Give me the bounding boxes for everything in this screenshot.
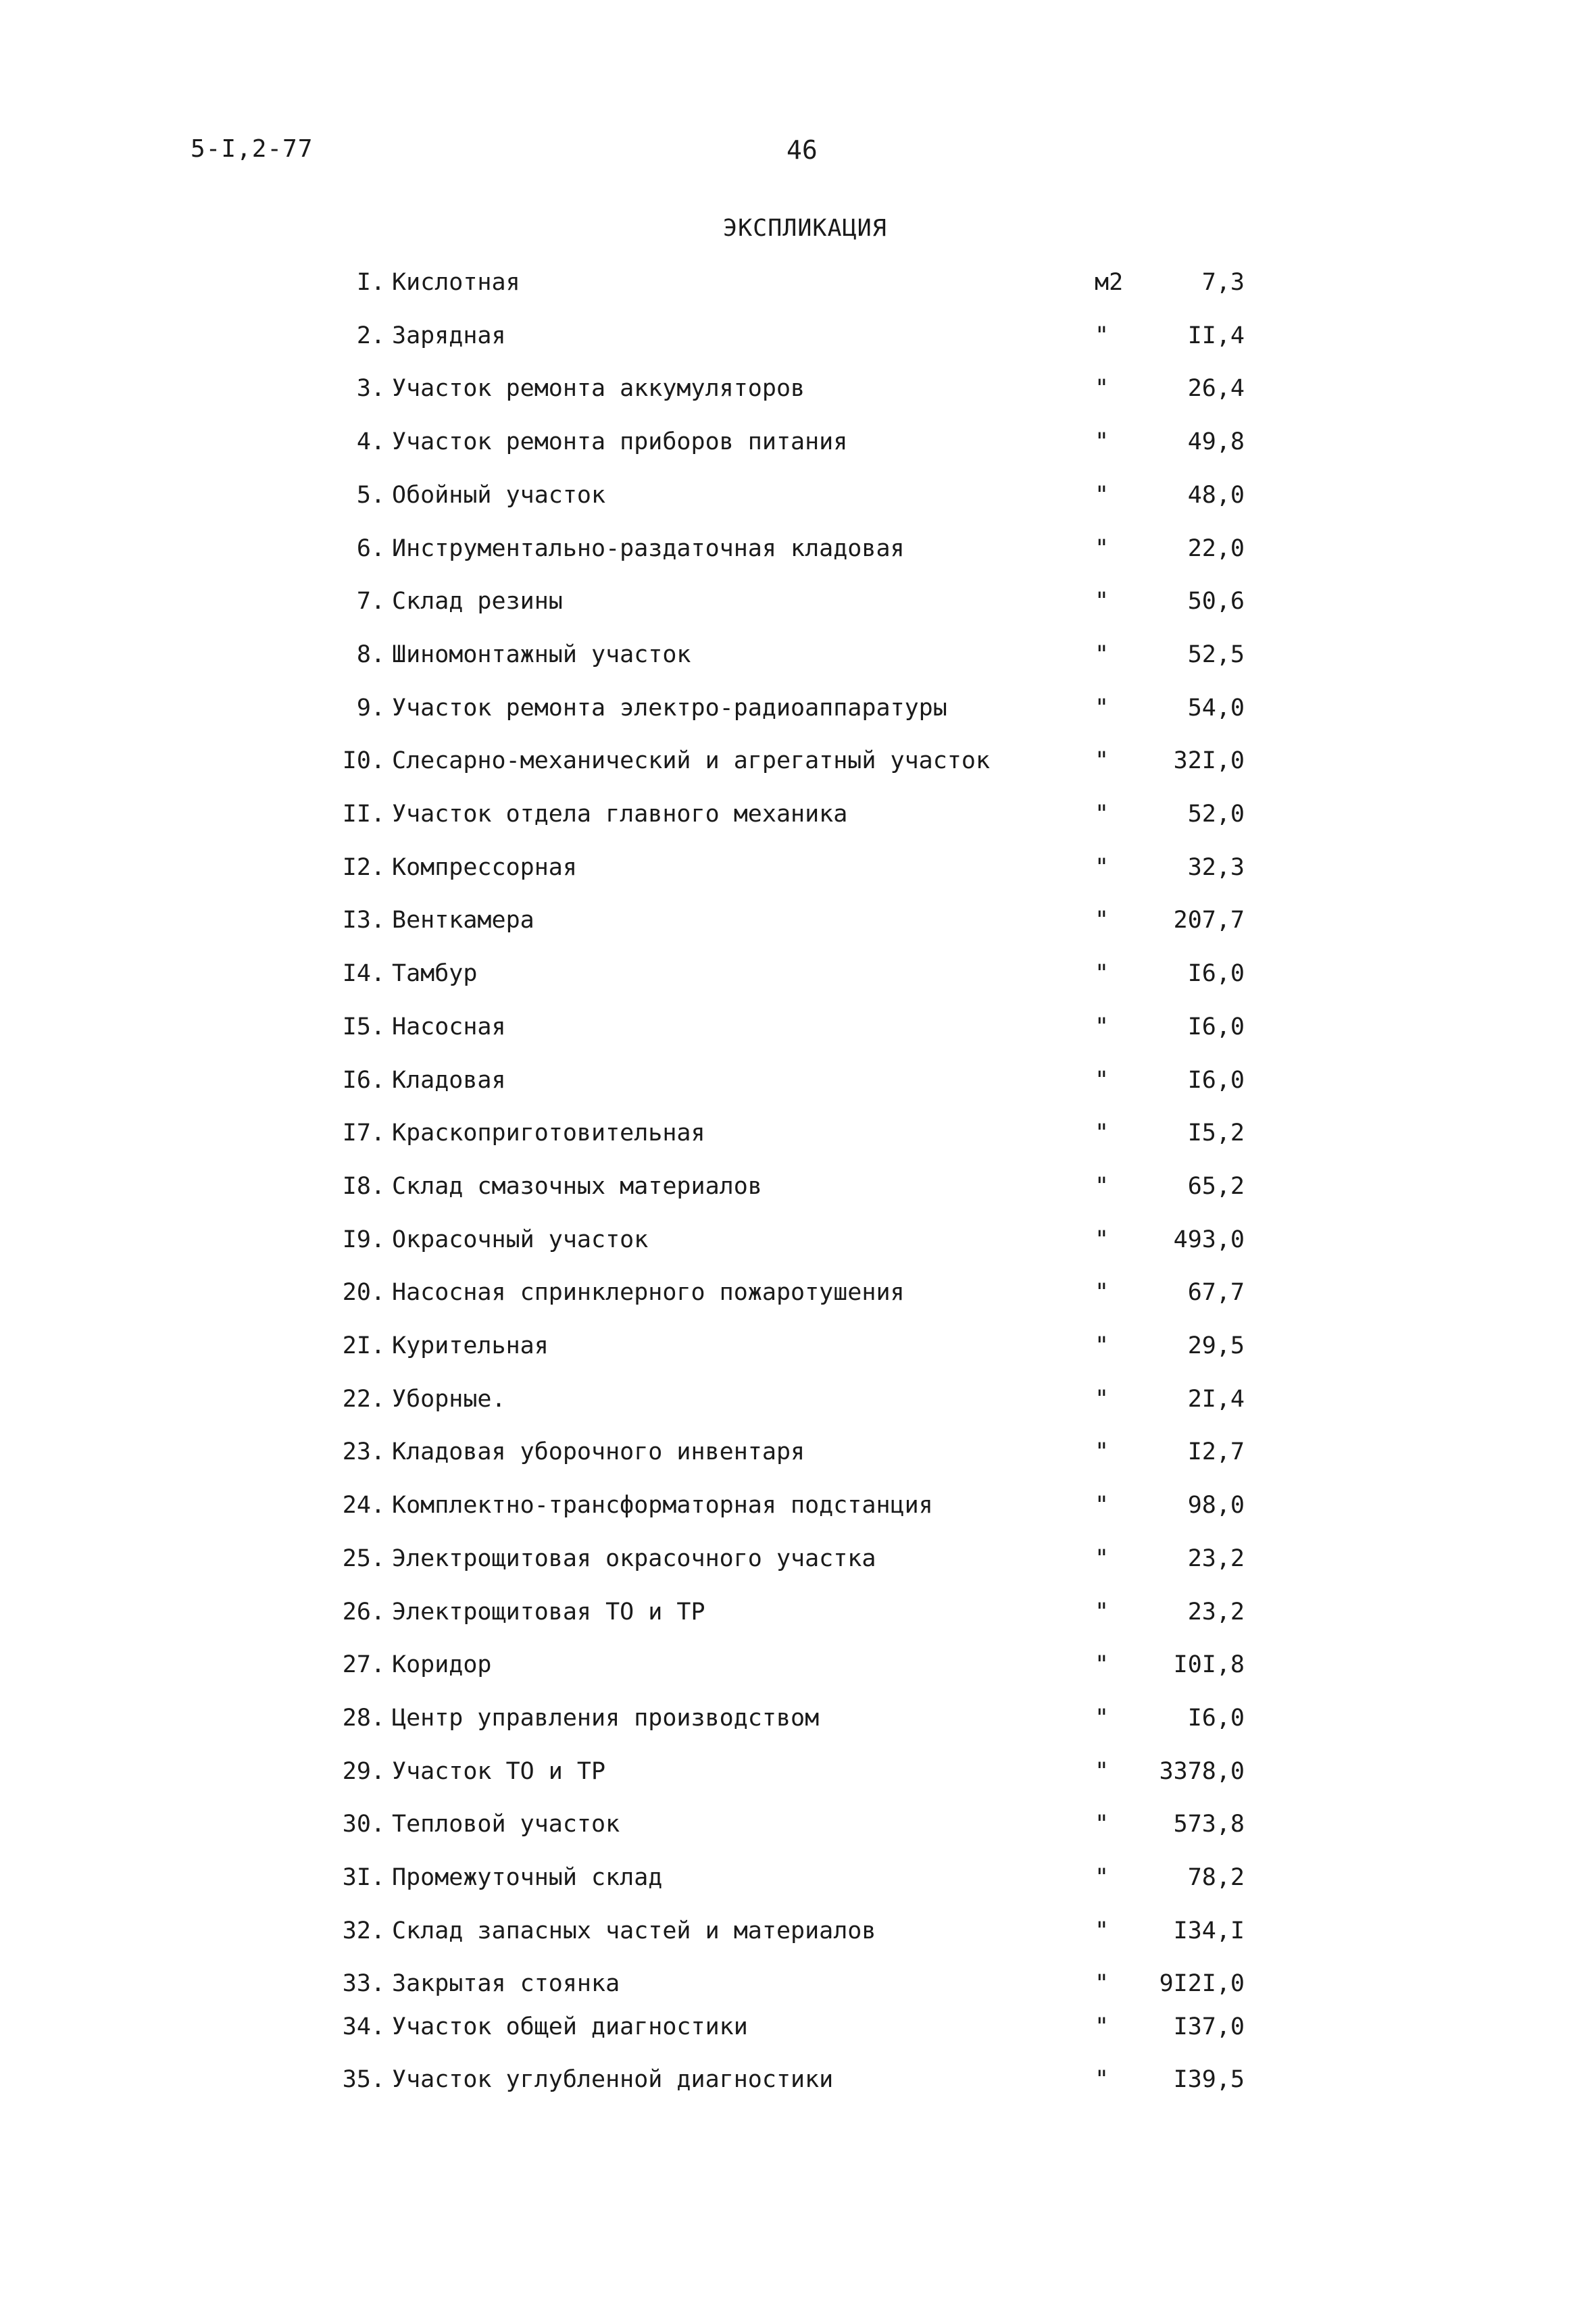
room-name: Слесарно-механический и агрегатный участок [392, 747, 991, 774]
unit-mark: " [1095, 482, 1109, 509]
room-name: Кладовая уборочного инвентаря [392, 1438, 805, 1465]
list-item [0, 1593, 1596, 1631]
list-item [0, 2061, 1596, 2098]
room-name: Насосная спринклерного пожаротушения [392, 1279, 905, 1306]
unit-mark: " [1095, 1917, 1109, 1944]
unit-mark: " [1095, 428, 1109, 455]
item-number: 28. [342, 1705, 385, 1732]
item-number: 35. [342, 2066, 385, 2093]
item-number: 27. [342, 1651, 385, 1678]
unit-mark: " [1095, 1970, 1109, 1997]
item-number: 9. [356, 695, 385, 722]
unit-mark: " [1095, 375, 1109, 402]
item-number: 29. [342, 1758, 385, 1785]
unit-mark: " [1095, 695, 1109, 722]
list-item [0, 1646, 1596, 1684]
list-item [0, 476, 1596, 514]
list-item [0, 1486, 1596, 1524]
list-item [0, 2008, 1596, 2046]
unit-mark: " [1095, 1386, 1109, 1413]
room-name: Окрасочный участок [392, 1226, 649, 1253]
unit-mark: " [1095, 1545, 1109, 1572]
list-item [0, 423, 1596, 461]
list-item [0, 1221, 1596, 1259]
room-name: Инструментально-раздаточная кладовая [392, 535, 905, 562]
unit-mark: " [1095, 1811, 1109, 1838]
unit-mark: м2 [1095, 269, 1124, 296]
unit-mark: " [1095, 1332, 1109, 1359]
unit-mark: " [1095, 535, 1109, 562]
unit-mark: " [1095, 1279, 1109, 1306]
page-number: 46 [787, 135, 818, 165]
area-value: 573,8 [1173, 1811, 1245, 1838]
unit-mark: " [1095, 960, 1109, 987]
item-number: 8. [356, 641, 385, 668]
unit-mark: " [1095, 1013, 1109, 1040]
list-item [0, 849, 1596, 886]
item-number: I2. [342, 854, 385, 881]
room-name: Центр управления производством [392, 1705, 820, 1732]
room-name: Тепловой участок [392, 1811, 620, 1838]
item-number: 5. [356, 482, 385, 509]
room-name: Склад запасных частей и материалов [392, 1917, 876, 1944]
item-number: I5. [342, 1013, 385, 1040]
unit-mark: " [1095, 907, 1109, 934]
area-value: 29,5 [1187, 1332, 1245, 1359]
unit-mark: " [1095, 322, 1109, 349]
list-item [0, 636, 1596, 674]
room-name: Участок ремонта приборов питания [392, 428, 848, 455]
unit-mark: " [1095, 1599, 1109, 1626]
area-value: 54,0 [1187, 695, 1245, 722]
area-value: I34,I [1173, 1917, 1245, 1944]
item-number: 6. [356, 535, 385, 562]
area-value: 98,0 [1187, 1492, 1245, 1519]
item-number: 32. [342, 1917, 385, 1944]
item-number: I8. [342, 1173, 385, 1200]
list-item [0, 582, 1596, 620]
unit-mark: " [1095, 1173, 1109, 1200]
unit-mark: " [1095, 2066, 1109, 2093]
area-value: 23,2 [1187, 1545, 1245, 1572]
area-value: I2,7 [1187, 1438, 1245, 1465]
list-item [0, 1380, 1596, 1418]
item-number: 22. [342, 1386, 385, 1413]
item-number: I0. [342, 747, 385, 774]
area-value: 2I,4 [1187, 1386, 1245, 1413]
area-value: 48,0 [1187, 482, 1245, 509]
room-name: Обойный участок [392, 482, 606, 509]
list-item [0, 1061, 1596, 1099]
room-name: Склад смазочных материалов [392, 1173, 762, 1200]
area-value: I37,0 [1173, 2013, 1245, 2040]
room-name: Насосная [392, 1013, 506, 1040]
item-number: 30. [342, 1811, 385, 1838]
area-value: 52,5 [1187, 641, 1245, 668]
item-number: 2. [356, 322, 385, 349]
list-item [0, 1008, 1596, 1046]
item-number: 26. [342, 1599, 385, 1626]
item-number: 7. [356, 588, 385, 615]
list-item [0, 689, 1596, 727]
area-value: 22,0 [1187, 535, 1245, 562]
unit-mark: " [1095, 1864, 1109, 1891]
area-value: 23,2 [1187, 1599, 1245, 1626]
area-value: 3378,0 [1159, 1758, 1245, 1785]
item-number: 33. [342, 1970, 385, 1997]
room-name: Тамбур [392, 960, 478, 987]
unit-mark: " [1095, 1120, 1109, 1147]
item-number: 4. [356, 428, 385, 455]
area-value: 65,2 [1187, 1173, 1245, 1200]
area-value: 52,0 [1187, 801, 1245, 828]
room-name: Венткамера [392, 907, 534, 934]
item-number: 34. [342, 2013, 385, 2040]
unit-mark: " [1095, 1651, 1109, 1678]
list-item [0, 1753, 1596, 1790]
area-value: 7,3 [1201, 269, 1245, 296]
list-item [0, 1805, 1596, 1843]
unit-mark: " [1095, 854, 1109, 881]
list-item [0, 1912, 1596, 1950]
list-item [0, 955, 1596, 992]
area-value: I0I,8 [1173, 1651, 1245, 1678]
room-name: Кислотная [392, 269, 520, 296]
room-name: Компрессорная [392, 854, 577, 881]
list-item [0, 1327, 1596, 1365]
room-name: Участок отдела главного механика [392, 801, 848, 828]
area-value: I6,0 [1187, 1705, 1245, 1732]
list-item [0, 263, 1596, 301]
area-value: 26,4 [1187, 375, 1245, 402]
item-number: 25. [342, 1545, 385, 1572]
area-value: I5,2 [1187, 1120, 1245, 1147]
item-number: 3I. [342, 1864, 385, 1891]
item-number: 20. [342, 1279, 385, 1306]
area-value: 32,3 [1187, 854, 1245, 881]
room-name: Уборные. [392, 1386, 506, 1413]
room-name: Курительная [392, 1332, 549, 1359]
list-item [0, 1540, 1596, 1578]
area-value: 9I2I,0 [1159, 1970, 1245, 1997]
unit-mark: " [1095, 1067, 1109, 1094]
area-value: 67,7 [1187, 1279, 1245, 1306]
item-number: 23. [342, 1438, 385, 1465]
area-value: I6,0 [1187, 1067, 1245, 1094]
unit-mark: " [1095, 1438, 1109, 1465]
unit-mark: " [1095, 1492, 1109, 1519]
list-item [0, 1965, 1596, 2003]
room-name: Участок ремонта аккумуляторов [392, 375, 805, 402]
room-name: Склад резины [392, 588, 563, 615]
list-item [0, 1167, 1596, 1205]
unit-mark: " [1095, 801, 1109, 828]
room-name: Кладовая [392, 1067, 506, 1094]
item-number: I9. [342, 1226, 385, 1253]
item-number: I7. [342, 1120, 385, 1147]
list-item [0, 742, 1596, 780]
list-item [0, 317, 1596, 355]
item-number: 2I. [342, 1332, 385, 1359]
unit-mark: " [1095, 1226, 1109, 1253]
room-name: Краскоприготовительная [392, 1120, 705, 1147]
unit-mark: " [1095, 747, 1109, 774]
area-value: 493,0 [1173, 1226, 1245, 1253]
room-name: Участок ремонта электро-радиоаппаратуры [392, 695, 947, 722]
list-item [0, 1433, 1596, 1471]
list-item [0, 901, 1596, 939]
list-item [0, 795, 1596, 833]
area-value: I39,5 [1173, 2066, 1245, 2093]
area-value: 78,2 [1187, 1864, 1245, 1891]
room-name: Закрытая стоянка [392, 1970, 620, 1997]
item-number: I3. [342, 907, 385, 934]
page-title: ЭКСПЛИКАЦИЯ [723, 215, 887, 242]
room-name: Комплектно-трансформаторная подстанция [392, 1492, 933, 1519]
list-item [0, 530, 1596, 568]
list-item [0, 1114, 1596, 1152]
area-value: 49,8 [1187, 428, 1245, 455]
unit-mark: " [1095, 1705, 1109, 1732]
item-number: I6. [342, 1067, 385, 1094]
area-value: I6,0 [1187, 960, 1245, 987]
unit-mark: " [1095, 2013, 1109, 2040]
item-number: 3. [356, 375, 385, 402]
room-name: Промежуточный склад [392, 1864, 663, 1891]
document-code: 5-I,2-77 [191, 135, 314, 163]
list-item [0, 1699, 1596, 1737]
room-name: Участок общей диагностики [392, 2013, 748, 2040]
unit-mark: " [1095, 641, 1109, 668]
unit-mark: " [1095, 588, 1109, 615]
room-name: Электрощитовая ТО и ТР [392, 1599, 705, 1626]
room-name: Зарядная [392, 322, 506, 349]
area-value: 207,7 [1173, 907, 1245, 934]
room-name: Участок ТО и ТР [392, 1758, 606, 1785]
room-name: Коридор [392, 1651, 492, 1678]
area-value: 32I,0 [1173, 747, 1245, 774]
room-name: Участок углубленной диагностики [392, 2066, 834, 2093]
item-number: I. [356, 269, 385, 296]
room-name: Шиномонтажный участок [392, 641, 691, 668]
item-number: 24. [342, 1492, 385, 1519]
room-name: Электрощитовая окрасочного участка [392, 1545, 876, 1572]
list-item [0, 1859, 1596, 1896]
area-value: 50,6 [1187, 588, 1245, 615]
item-number: I4. [342, 960, 385, 987]
list-item [0, 1274, 1596, 1311]
unit-mark: " [1095, 1758, 1109, 1785]
area-value: II,4 [1187, 322, 1245, 349]
item-number: II. [342, 801, 385, 828]
area-value: I6,0 [1187, 1013, 1245, 1040]
list-item [0, 370, 1596, 407]
